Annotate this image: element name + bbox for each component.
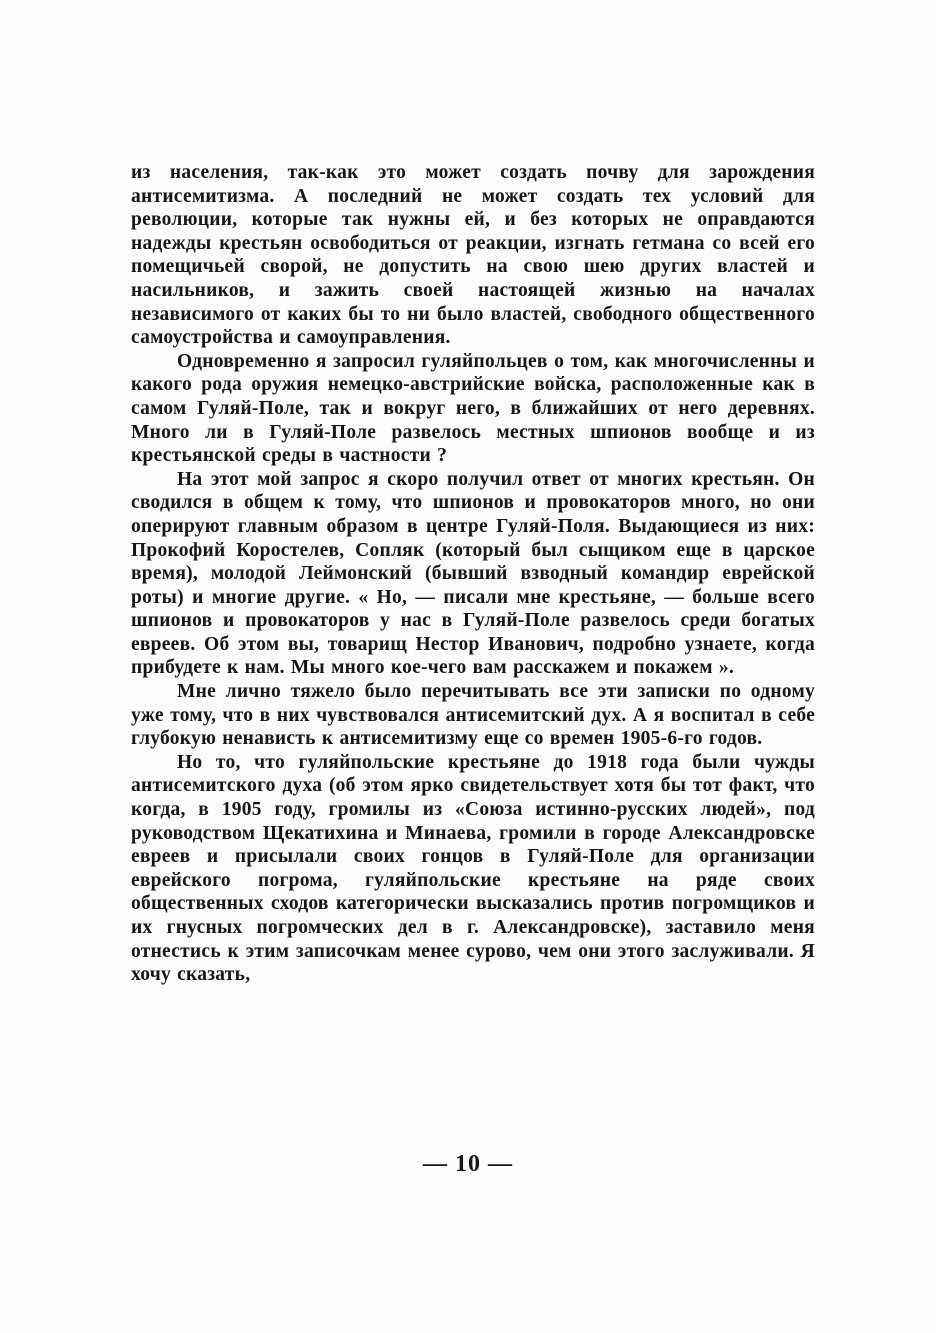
- paragraph-5: Но то, что гуляйпольские крестьяне до 1918 года были чужды антисемитского духа (об этом ярко свидетельствует хотя бы тот факт, что когда, в 1905 году, громилы из «Союза истинно-русских людей», под руководством Щекатихина и Минаева, громили в городе Александровске евреев и присылали своих гонцов в Гуляй-Поле для организации еврейского погрома, гуляйпольские крестьяне на ряде своих общественных сходов категорически высказались против погромщиков и их гнусных погромческих дел в г. Александровске), заставило меня отнестись к этим записочкам менее сурово, чем они этого заслуживали. Я хочу сказать,: [131, 751, 815, 986]
- paragraph-4: Мне лично тяжело было перечитывать все эти записки по одному уже тому, что в них чувствовался антисемитский дух. А я воспитал в себе глубокую ненависть к антисемитизму еще со времен 1905-6-го годов.: [131, 681, 815, 750]
- paragraph-1: из населения, так-как это может создать почву для зарождения антисемитизма. А последний не может создать тех условий для революции, которые так нужны ей, и без которых не оправдаются надежды крестьян освободиться от реакции, изгнать гетмана со всей его помещичьей сворой, не допустить на свою шею других властей и насильников, и зажить своей настоящей жизнью на началах независимого от каких бы то ни было властей, свободного общественного самоустройства и самоуправления.: [131, 162, 815, 349]
- paragraph-3: На этот мой запрос я скоро получил ответ от многих крестьян. Он сводился в общем к тому, что шпионов и провокаторов много, но они оперируют главным образом в центре Гуляй-Поля. Выдающиеся из них: Прокофий Коростелев, Сопляк (который был сыщиком еще в царское время), молодой Леймонский (бывший взводный командир еврейской роты) и многие другие. « Но, — писали мне крестьяне, — больше всего шпионов и провокаторов у нас в Гуляй-Поле развелось среди богатых евреев. Об этом вы, товарищ Нестор Иванович, подробно узнаете, когда прибудете к нам. Мы много кое-чего вам расскажем и покажем ».: [131, 468, 815, 679]
- page-number: — 10 —: [423, 1151, 513, 1177]
- body-text: [131, 161, 815, 987]
- paragraph-2: Одновременно я запросил гуляйпольцев о том, как многочисленны и какого рода оружия немецко-австрийские войска, расположенные как в самом Гуляй-Поле, так и вокруг него, в ближайших от него деревнях. Много ли в Гуляй-Поле развелось местных шпионов вообще и из крестьянской среды в частности ?: [131, 350, 815, 467]
